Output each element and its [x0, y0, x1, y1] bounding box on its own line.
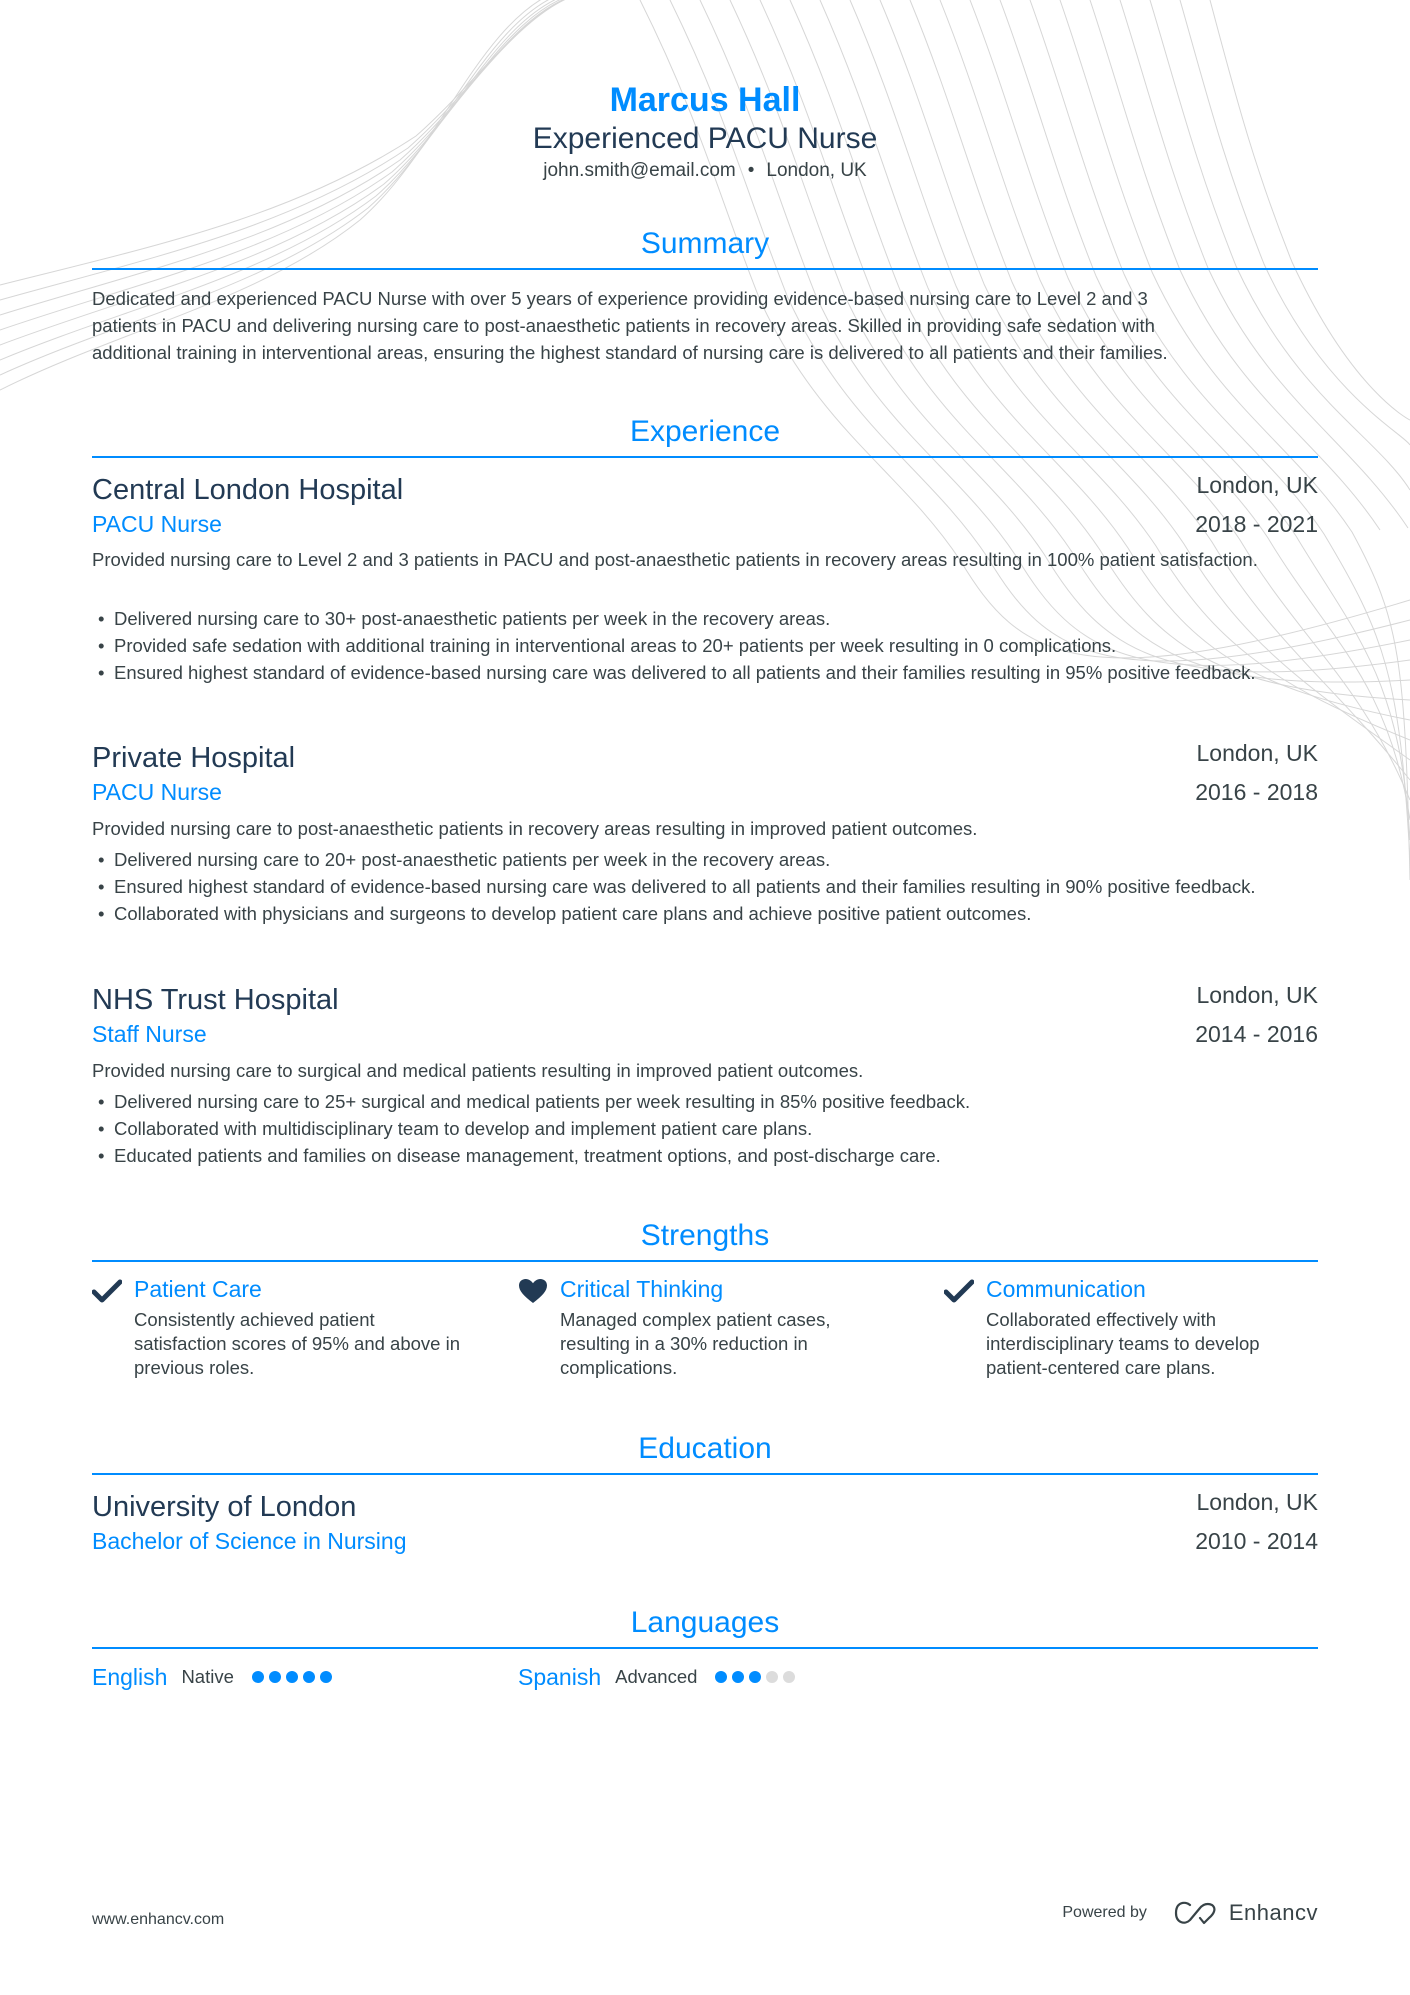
strength-item	[518, 1274, 908, 1384]
summary-line: Dedicated and experienced PACU Nurse with over 5 years of experience providing evidence-based nursing care to Level 2 and 3	[92, 288, 1148, 309]
job-role: Staff Nurse	[92, 1021, 207, 1047]
section-title-experience: Experience	[629, 415, 781, 448]
strength-description: Collaborated effectively with interdisciplinary teams to develop patient-centered care plans.	[986, 1309, 1260, 1378]
language-name: English	[92, 1664, 168, 1690]
language-item	[92, 1662, 332, 1692]
contact-line	[0, 158, 1410, 184]
company-name: Central London Hospital	[92, 474, 404, 506]
company-name: Private Hospital	[92, 742, 296, 774]
bullet-item: • Ensured highest standard of evidence-based nursing care was delivered to all patients and their families resulting in 95% positive feedback.	[92, 659, 1318, 686]
job-location: London, UK	[1196, 740, 1318, 766]
job-role: PACU Nurse	[92, 779, 222, 805]
footer-branding	[1062, 1900, 1318, 1926]
rating-dot-filled	[269, 1671, 281, 1683]
rating-dot-filled	[749, 1671, 761, 1683]
language-name: Spanish	[518, 1664, 602, 1690]
rating-dot-filled	[286, 1671, 298, 1683]
education-location: London, UK	[1196, 1489, 1318, 1515]
rating-dot-filled	[252, 1671, 264, 1683]
bullet-item: • Delivered nursing care to 20+ post-anaesthetic patients per week in the recovery areas.	[92, 846, 1318, 873]
heart-icon	[518, 1278, 548, 1304]
job-location: London, UK	[1196, 472, 1318, 498]
section-title-languages: Languages	[630, 1606, 780, 1639]
section-title-strengths: Strengths	[640, 1219, 770, 1252]
section-divider	[92, 268, 1318, 270]
job-description: Provided nursing care to post-anaesthetic patients in recovery areas resulting in improved patient outcomes.	[92, 818, 978, 839]
job-description: Provided nursing care to Level 2 and 3 patients in PACU and post-anaesthetic patients in recovery areas resulting in 100% patient satisfaction.	[92, 549, 1258, 570]
strength-title: Communication	[986, 1276, 1146, 1302]
bullet-item: • Collaborated with physicians and surgeons to develop patient care plans and achieve positive patient outcomes.	[92, 900, 1318, 927]
language-rating	[252, 1671, 332, 1683]
bullet-item: • Delivered nursing care to 30+ post-anaesthetic patients per week in the recovery areas.	[92, 605, 1318, 632]
job-dates: 2016 - 2018	[1195, 779, 1318, 805]
summary-text	[92, 285, 1318, 366]
section-divider	[92, 1260, 1318, 1262]
job-description: Provided nursing care to surgical and medical patients resulting in improved patient outcomes.	[92, 1060, 864, 1081]
email-link[interactable]: john.smith@email.com	[543, 160, 736, 181]
language-rating	[715, 1671, 795, 1683]
strength-item	[92, 1274, 482, 1384]
strength-title: Patient Care	[134, 1276, 262, 1302]
strength-description: Managed complex patient cases, resulting in a 30% reduction in complications.	[560, 1309, 831, 1378]
job-bullets	[92, 605, 1318, 686]
strength-description: Consistently achieved patient satisfaction scores of 95% and above in previous roles.	[134, 1309, 460, 1378]
section-divider	[92, 1647, 1318, 1649]
education-dates: 2010 - 2014	[1195, 1528, 1318, 1554]
rating-dot-empty	[783, 1671, 795, 1683]
rating-dot-filled	[320, 1671, 332, 1683]
job-bullets	[92, 1088, 1318, 1169]
enhancv-logo-icon	[1173, 1900, 1219, 1926]
language-level: Advanced	[615, 1666, 698, 1687]
bullet-item: • Collaborated with multidisciplinary team to develop and implement patient care plans.	[92, 1115, 1318, 1142]
bullet-item: • Provided safe sedation with additional training in interventional areas to 20+ patients per week resulting in 0 complications.	[92, 632, 1318, 659]
strength-title: Critical Thinking	[560, 1276, 724, 1302]
language-item	[518, 1662, 795, 1692]
contact-separator: •	[747, 160, 755, 181]
footer-website-link[interactable]: www.enhancv.com	[92, 1911, 225, 1928]
section-title-summary: Summary	[640, 227, 770, 260]
rating-dot-empty	[766, 1671, 778, 1683]
language-level: Native	[181, 1666, 234, 1687]
job-role: PACU Nurse	[92, 511, 222, 537]
strength-item	[944, 1274, 1334, 1384]
section-divider	[92, 1473, 1318, 1475]
powered-by-label: Powered by	[1062, 1904, 1147, 1921]
candidate-title: Experienced PACU Nurse	[532, 122, 878, 155]
check-icon	[92, 1278, 122, 1304]
job-location: London, UK	[1196, 982, 1318, 1008]
bullet-item: • Educated patients and families on disease management, treatment options, and post-discharge care.	[92, 1142, 1318, 1169]
job-bullets	[92, 846, 1318, 927]
header-location: London, UK	[766, 160, 867, 181]
enhancv-brand-link[interactable]: Enhancv	[1228, 1900, 1318, 1925]
job-dates: 2018 - 2021	[1195, 511, 1318, 537]
rating-dot-filled	[732, 1671, 744, 1683]
school-name: University of London	[92, 1491, 357, 1523]
bullet-item: • Delivered nursing care to 25+ surgical and medical patients per week resulting in 85% positive feedback.	[92, 1088, 1318, 1115]
section-title-education: Education	[638, 1432, 772, 1465]
bullet-item: • Ensured highest standard of evidence-based nursing care was delivered to all patients and their families resulting in 90% positive feedback.	[92, 873, 1318, 900]
company-name: NHS Trust Hospital	[92, 984, 339, 1016]
candidate-name: Marcus Hall	[609, 81, 801, 119]
job-dates: 2014 - 2016	[1195, 1021, 1318, 1047]
summary-line: patients in PACU and delivering nursing care to post-anaesthetic patients in recovery areas. Skilled in providing safe sedation with	[92, 315, 1155, 336]
degree-name: Bachelor of Science in Nursing	[92, 1528, 407, 1554]
section-divider	[92, 456, 1318, 458]
rating-dot-filled	[715, 1671, 727, 1683]
check-icon	[944, 1278, 974, 1304]
rating-dot-filled	[303, 1671, 315, 1683]
summary-line: additional training in interventional areas, ensuring the highest standard of nursing care is delivered to all patients and their families.	[92, 342, 1168, 363]
